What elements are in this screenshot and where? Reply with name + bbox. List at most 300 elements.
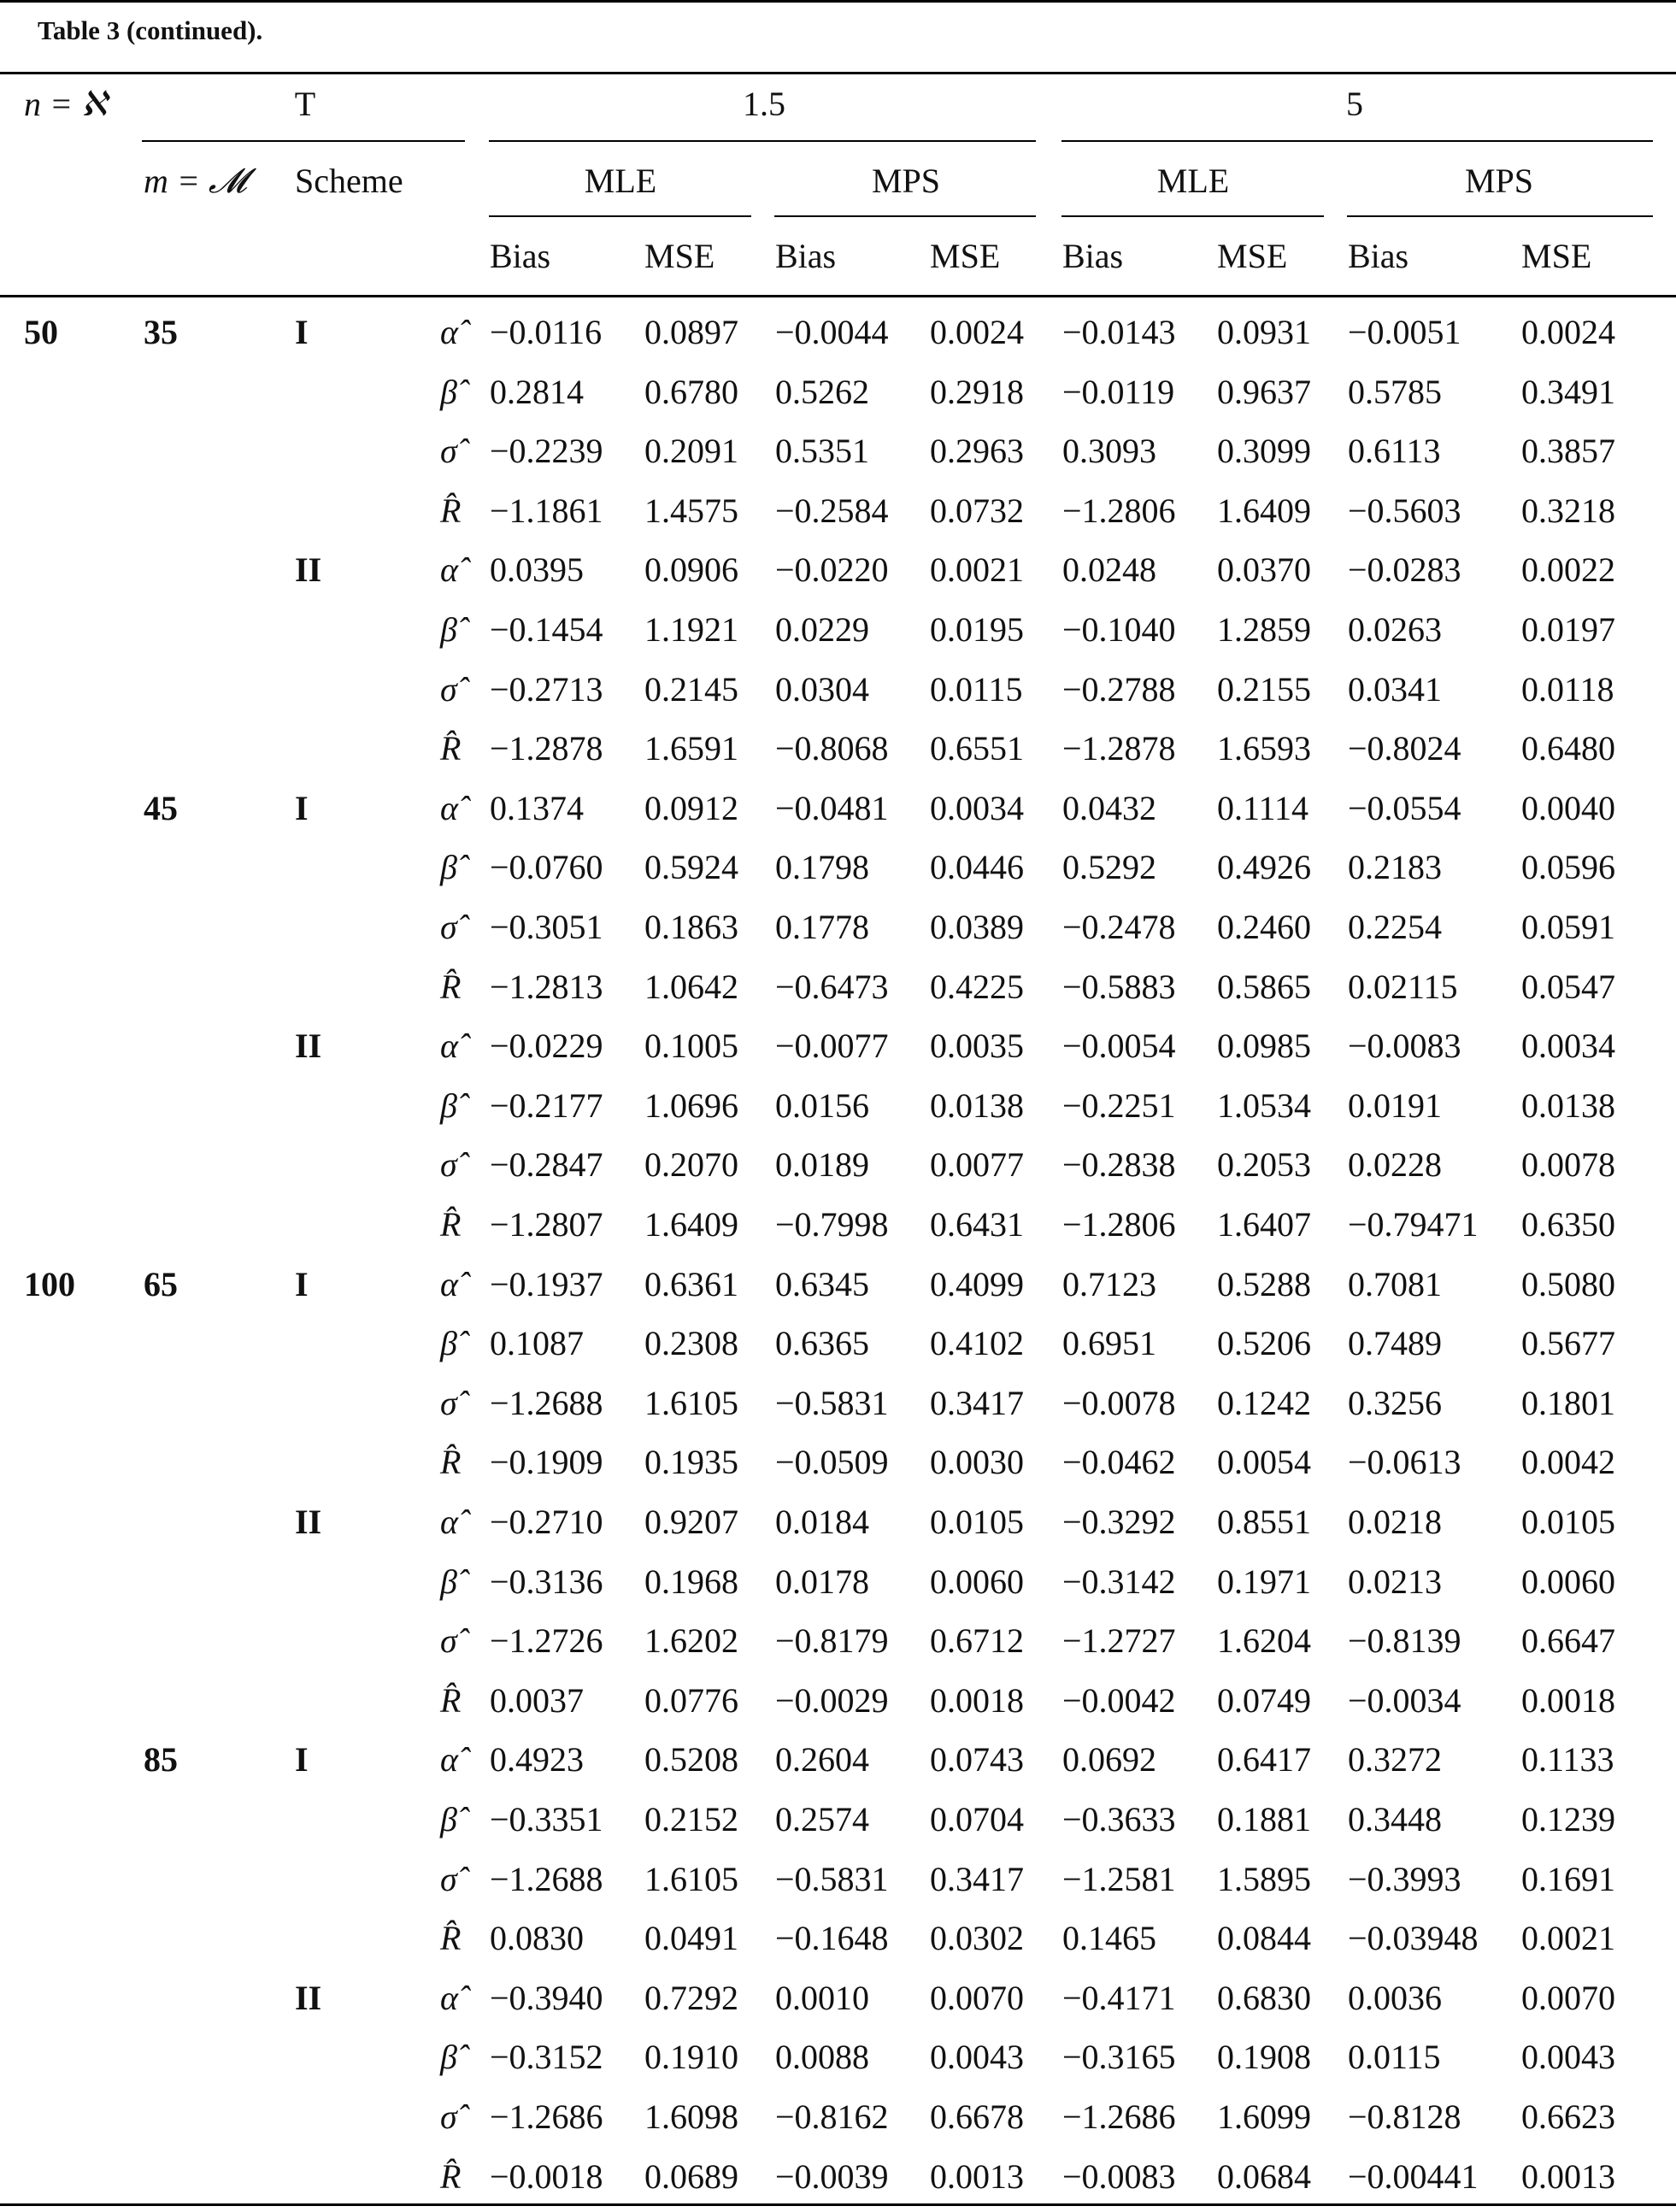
table-cell: 0.0985 bbox=[1217, 1027, 1311, 1066]
table-cell: 0.0021 bbox=[930, 550, 1024, 590]
table-cell: 0.0035 bbox=[930, 1027, 1024, 1066]
table-cell: 0.3093 bbox=[1062, 432, 1156, 471]
table-cell: −0.3993 bbox=[1348, 1859, 1461, 1898]
table-cell: 0.0218 bbox=[1348, 1503, 1442, 1541]
table-cell: 0.0013 bbox=[1521, 2156, 1615, 2196]
parameter-symbol: σ̂ bbox=[440, 2097, 457, 2136]
table-cell: 0.0034 bbox=[1521, 1027, 1615, 1066]
table-cell: 0.1935 bbox=[644, 1443, 738, 1482]
table-cell: 0.0042 bbox=[1521, 1443, 1615, 1482]
table-cell: 0.0912 bbox=[644, 788, 738, 827]
parameter-symbol: R̂ bbox=[440, 1680, 462, 1720]
table-cell: 0.0024 bbox=[1521, 313, 1615, 351]
method-1-underline bbox=[489, 215, 751, 217]
table-cell: 0.0195 bbox=[930, 610, 1024, 649]
table-cell: 0.7081 bbox=[1348, 1264, 1442, 1303]
table-cell: 1.2859 bbox=[1217, 610, 1311, 649]
table-cell: −0.5831 bbox=[775, 1859, 889, 1898]
table-cell: 0.0105 bbox=[1521, 1503, 1615, 1541]
table-cell: 0.0844 bbox=[1217, 1919, 1311, 1958]
t-value-2-underline bbox=[1061, 140, 1653, 142]
table-cell: 0.6350 bbox=[1521, 1205, 1615, 1244]
table-cell: −0.8139 bbox=[1348, 1621, 1461, 1661]
table-cell: 0.0043 bbox=[1521, 2038, 1615, 2077]
table-cell: 0.3256 bbox=[1348, 1383, 1442, 1422]
table-cell: 0.6830 bbox=[1217, 1978, 1311, 2017]
table-cell: 0.6678 bbox=[930, 2097, 1024, 2136]
table-cell: −0.3051 bbox=[490, 908, 603, 946]
table-cell: 0.7489 bbox=[1348, 1324, 1442, 1363]
table-cell: 0.4099 bbox=[930, 1264, 1024, 1303]
table-cell: 0.0743 bbox=[930, 1740, 1024, 1780]
table-cell: 0.0689 bbox=[644, 2156, 738, 2196]
table-cell: −0.5883 bbox=[1062, 967, 1176, 1006]
parameter-symbol: β̂ bbox=[440, 2038, 457, 2077]
table-cell: −0.0083 bbox=[1062, 2156, 1176, 2196]
table-cell: 0.0830 bbox=[490, 1919, 584, 1958]
scheme-value: I bbox=[295, 788, 309, 827]
scheme-header: Scheme bbox=[295, 162, 403, 200]
parameter-symbol: R̂ bbox=[440, 1443, 462, 1482]
table-cell: 0.0704 bbox=[930, 1800, 1024, 1838]
parameter-symbol: R̂ bbox=[440, 729, 462, 768]
scheme-value: I bbox=[295, 1264, 309, 1303]
table-cell: 0.0037 bbox=[490, 1680, 584, 1720]
parameter-symbol: α̂ bbox=[440, 313, 458, 351]
table-cell: 0.4225 bbox=[930, 967, 1024, 1006]
table-cell: 1.6105 bbox=[644, 1859, 738, 1898]
table-cell: −0.0018 bbox=[490, 2156, 603, 2196]
table-cell: 0.2183 bbox=[1348, 848, 1442, 887]
parameter-symbol: σ̂ bbox=[440, 669, 457, 709]
table-cell: −0.3940 bbox=[490, 1978, 603, 2017]
table-cell: 0.1133 bbox=[1521, 1740, 1614, 1780]
scheme-value: I bbox=[295, 1740, 309, 1780]
table-cell: −0.0613 bbox=[1348, 1443, 1461, 1482]
table-cell: 0.4102 bbox=[930, 1324, 1024, 1363]
stat-2: MSE bbox=[644, 237, 715, 275]
table-cell: 0.0197 bbox=[1521, 610, 1615, 649]
stat-1: Bias bbox=[490, 237, 551, 275]
table-cell: −1.2878 bbox=[1062, 729, 1176, 768]
table-cell: 0.0931 bbox=[1217, 313, 1311, 351]
table-cell: 0.0263 bbox=[1348, 610, 1442, 649]
parameter-symbol: α̂ bbox=[440, 1264, 458, 1303]
m-header: m = 𝓜 bbox=[144, 162, 247, 200]
table-cell: 0.0178 bbox=[775, 1562, 869, 1601]
table-cell: 0.0906 bbox=[644, 550, 738, 590]
table-cell: 1.6407 bbox=[1217, 1205, 1311, 1244]
table-cell: −1.2807 bbox=[490, 1205, 603, 1244]
table-cell: 0.0432 bbox=[1062, 788, 1156, 827]
table-cell: 0.1908 bbox=[1217, 2038, 1311, 2077]
table-cell: 0.8551 bbox=[1217, 1503, 1311, 1541]
method-3: MLE bbox=[1156, 162, 1230, 200]
n-header: n = ℵ bbox=[24, 85, 107, 123]
parameter-symbol: α̂ bbox=[440, 1503, 458, 1541]
table-cell: 0.6431 bbox=[930, 1205, 1024, 1244]
header-rule bbox=[0, 295, 1676, 297]
table-cell: −0.00441 bbox=[1348, 2156, 1479, 2196]
table-cell: 0.0115 bbox=[1348, 2038, 1441, 2077]
parameter-symbol: σ̂ bbox=[440, 1145, 457, 1185]
table-cell: 0.6647 bbox=[1521, 1621, 1615, 1661]
table-cell: 0.0547 bbox=[1521, 967, 1615, 1006]
table-cell: 0.1239 bbox=[1521, 1800, 1615, 1838]
table-cell: 0.1801 bbox=[1521, 1383, 1615, 1422]
table-cell: 0.3218 bbox=[1521, 491, 1615, 530]
table-cell: 0.6551 bbox=[930, 729, 1024, 768]
table-cell: 0.0115 bbox=[930, 669, 1023, 709]
table-cell: 1.0534 bbox=[1217, 1085, 1311, 1125]
parameter-symbol: α̂ bbox=[440, 1027, 458, 1066]
table-cell: 0.3417 bbox=[930, 1859, 1024, 1898]
parameter-symbol: R̂ bbox=[440, 1205, 462, 1244]
table-cell: 0.7292 bbox=[644, 1978, 738, 2017]
table-cell: 0.1374 bbox=[490, 788, 584, 827]
table-cell: −0.2239 bbox=[490, 432, 603, 471]
table-cell: −0.0220 bbox=[775, 550, 889, 590]
table-cell: −1.2688 bbox=[490, 1859, 603, 1898]
table-cell: 0.1881 bbox=[1217, 1800, 1311, 1838]
parameter-symbol: β̂ bbox=[440, 372, 457, 411]
table-cell: −0.0051 bbox=[1348, 313, 1461, 351]
table-cell: −0.2713 bbox=[490, 669, 603, 709]
parameter-symbol: R̂ bbox=[440, 1919, 462, 1958]
stat-8: MSE bbox=[1521, 237, 1592, 275]
method-1: MLE bbox=[584, 162, 657, 200]
parameter-symbol: R̂ bbox=[440, 491, 462, 530]
table-cell: 0.0692 bbox=[1062, 1740, 1156, 1780]
table-cell: 0.6712 bbox=[930, 1621, 1024, 1661]
table-cell: −0.3633 bbox=[1062, 1800, 1176, 1838]
parameter-symbol: β̂ bbox=[440, 1562, 457, 1601]
scheme-value: II bbox=[295, 1027, 322, 1066]
table-cell: 0.2091 bbox=[644, 432, 738, 471]
parameter-symbol: σ̂ bbox=[440, 1859, 457, 1898]
method-2-underline bbox=[774, 215, 1036, 217]
parameter-symbol: α̂ bbox=[440, 550, 458, 590]
table-cell: −0.1648 bbox=[775, 1919, 889, 1958]
table-cell: 0.0213 bbox=[1348, 1562, 1442, 1601]
table-cell: 0.3448 bbox=[1348, 1800, 1442, 1838]
table-cell: 0.5080 bbox=[1521, 1264, 1615, 1303]
table-cell: 0.0229 bbox=[775, 610, 869, 649]
table-cell: −0.8162 bbox=[775, 2097, 889, 2136]
table-cell: 1.4575 bbox=[644, 491, 738, 530]
table-cell: −0.1937 bbox=[490, 1264, 603, 1303]
table-cell: −0.0039 bbox=[775, 2156, 889, 2196]
n-value: 100 bbox=[24, 1264, 75, 1303]
table-cell: 0.0596 bbox=[1521, 848, 1615, 887]
table-cell: 0.0013 bbox=[930, 2156, 1024, 2196]
table-cell: 0.0228 bbox=[1348, 1145, 1442, 1185]
table-cell: 0.1691 bbox=[1521, 1859, 1615, 1898]
table-cell: 0.0395 bbox=[490, 550, 584, 590]
table-cell: 0.1863 bbox=[644, 908, 738, 946]
table-cell: −0.6473 bbox=[775, 967, 889, 1006]
table-cell: 0.0040 bbox=[1521, 788, 1615, 827]
table-cell: 0.1778 bbox=[775, 908, 869, 946]
table-cell: 0.0088 bbox=[775, 2038, 869, 2077]
table-cell: 0.5292 bbox=[1062, 848, 1156, 887]
table-cell: 0.0010 bbox=[775, 1978, 869, 2017]
table-cell: 0.2814 bbox=[490, 372, 584, 411]
parameter-symbol: σ̂ bbox=[440, 1383, 457, 1422]
parameter-symbol: R̂ bbox=[440, 2156, 462, 2196]
t-value-1-underline bbox=[489, 140, 1036, 142]
table-cell: −0.4171 bbox=[1062, 1978, 1176, 2017]
table-cell: 0.5288 bbox=[1217, 1264, 1311, 1303]
table-cell: 0.0054 bbox=[1217, 1443, 1311, 1482]
table-cell: 0.1087 bbox=[490, 1324, 584, 1363]
table-cell: 0.2053 bbox=[1217, 1145, 1311, 1185]
table-cell: 0.1910 bbox=[644, 2038, 738, 2077]
table-cell: 0.0191 bbox=[1348, 1085, 1442, 1125]
stat-6: MSE bbox=[1217, 237, 1288, 275]
table-cell: 0.3272 bbox=[1348, 1740, 1442, 1780]
table-cell: −1.2806 bbox=[1062, 1205, 1176, 1244]
top-rule bbox=[0, 0, 1676, 3]
parameter-symbol: α̂ bbox=[440, 788, 458, 827]
table-cell: 0.2963 bbox=[930, 432, 1024, 471]
stat-5: Bias bbox=[1062, 237, 1124, 275]
table-cell: 0.5351 bbox=[775, 432, 869, 471]
table-cell: −0.3136 bbox=[490, 1562, 603, 1601]
table-cell: −0.79471 bbox=[1348, 1205, 1479, 1244]
table-cell: 0.0018 bbox=[1521, 1680, 1615, 1720]
table-cell: −0.2478 bbox=[1062, 908, 1176, 946]
table-cell: 1.6409 bbox=[644, 1205, 738, 1244]
table-cell: −0.0554 bbox=[1348, 788, 1461, 827]
table-cell: −1.2686 bbox=[490, 2097, 603, 2136]
table-cell: 0.6951 bbox=[1062, 1324, 1156, 1363]
bottom-rule bbox=[0, 2203, 1676, 2206]
table-cell: 0.0070 bbox=[1521, 1978, 1615, 2017]
table-cell: −0.2788 bbox=[1062, 669, 1176, 709]
table-cell: −0.3165 bbox=[1062, 2038, 1176, 2077]
table-cell: 0.6623 bbox=[1521, 2097, 1615, 2136]
table-cell: 0.0749 bbox=[1217, 1680, 1311, 1720]
table-cell: 0.6480 bbox=[1521, 729, 1615, 768]
table-cell: 0.4923 bbox=[490, 1740, 584, 1780]
parameter-symbol: β̂ bbox=[440, 1085, 457, 1125]
caption-rule bbox=[0, 72, 1676, 74]
table-cell: 0.7123 bbox=[1062, 1264, 1156, 1303]
stat-4: MSE bbox=[930, 237, 1001, 275]
table-caption: Table 3 (continued). bbox=[38, 15, 263, 45]
table-cell: 0.5206 bbox=[1217, 1324, 1311, 1363]
table-cell: 0.0491 bbox=[644, 1919, 738, 1958]
scheme-value: II bbox=[295, 1978, 322, 2017]
table-cell: −0.8128 bbox=[1348, 2097, 1461, 2136]
table-cell: 0.0118 bbox=[1521, 669, 1614, 709]
table-cell: 1.5895 bbox=[1217, 1859, 1311, 1898]
table-cell: −0.5603 bbox=[1348, 491, 1461, 530]
table-cell: −0.7998 bbox=[775, 1205, 889, 1244]
table-cell: −0.0044 bbox=[775, 313, 889, 351]
t-value-2: 5 bbox=[1346, 85, 1363, 123]
scheme-value: II bbox=[295, 550, 322, 590]
table-cell: 0.4926 bbox=[1217, 848, 1311, 887]
table-cell: 0.0341 bbox=[1348, 669, 1442, 709]
table-cell: 0.6365 bbox=[775, 1324, 869, 1363]
table-cell: 0.0070 bbox=[930, 1978, 1024, 2017]
table-cell: 0.2254 bbox=[1348, 908, 1442, 946]
table-cell: 0.0021 bbox=[1521, 1919, 1615, 1958]
table-cell: −0.5831 bbox=[775, 1383, 889, 1422]
table-cell: 0.0776 bbox=[644, 1680, 738, 1720]
m-value: 35 bbox=[144, 313, 178, 351]
table-cell: 0.2918 bbox=[930, 372, 1024, 411]
table-cell: 0.6113 bbox=[1348, 432, 1441, 471]
table-cell: 0.3417 bbox=[930, 1383, 1024, 1422]
m-value: 45 bbox=[144, 788, 178, 827]
table-cell: 0.0732 bbox=[930, 491, 1024, 530]
table-cell: 0.0591 bbox=[1521, 908, 1615, 946]
table-cell: −0.0143 bbox=[1062, 313, 1176, 351]
stat-7: Bias bbox=[1348, 237, 1409, 275]
table-cell: −0.3152 bbox=[490, 2038, 603, 2077]
table-cell: −0.0283 bbox=[1348, 550, 1461, 590]
scheme-value: I bbox=[295, 313, 309, 351]
table-cell: −0.0077 bbox=[775, 1027, 889, 1066]
table-cell: 0.2574 bbox=[775, 1800, 869, 1838]
table-cell: 1.6202 bbox=[644, 1621, 738, 1661]
table-cell: 0.0060 bbox=[930, 1562, 1024, 1601]
table-cell: −0.2838 bbox=[1062, 1145, 1176, 1185]
table-cell: −0.2177 bbox=[490, 1085, 603, 1125]
table-cell: 0.1465 bbox=[1062, 1919, 1156, 1958]
table-cell: −0.1454 bbox=[490, 610, 603, 649]
table-cell: 0.0036 bbox=[1348, 1978, 1442, 2017]
table-cell: −0.8068 bbox=[775, 729, 889, 768]
table-cell: 0.0077 bbox=[930, 1145, 1024, 1185]
table-cell: 0.0018 bbox=[930, 1680, 1024, 1720]
scheme-value: II bbox=[295, 1503, 322, 1541]
table-cell: 1.1921 bbox=[644, 610, 738, 649]
table-cell: 1.6099 bbox=[1217, 2097, 1311, 2136]
table-cell: 0.0897 bbox=[644, 313, 738, 351]
table-cell: 0.6417 bbox=[1217, 1740, 1311, 1780]
table-cell: 0.2152 bbox=[644, 1800, 738, 1838]
parameter-symbol: σ̂ bbox=[440, 432, 457, 471]
table-cell: −1.2878 bbox=[490, 729, 603, 768]
table-cell: 1.6409 bbox=[1217, 491, 1311, 530]
parameter-symbol: α̂ bbox=[440, 1978, 458, 2017]
table-cell: 0.0389 bbox=[930, 908, 1024, 946]
table-cell: 0.1971 bbox=[1217, 1562, 1311, 1601]
table-cell: −0.3351 bbox=[490, 1800, 603, 1838]
table-cell: −0.0229 bbox=[490, 1027, 603, 1066]
table-cell: 0.0078 bbox=[1521, 1145, 1615, 1185]
table-cell: −1.2726 bbox=[490, 1621, 603, 1661]
table-cell: 0.5865 bbox=[1217, 967, 1311, 1006]
table-cell: 0.3857 bbox=[1521, 432, 1615, 471]
table-cell: −0.2584 bbox=[775, 491, 889, 530]
parameter-symbol: β̂ bbox=[440, 1800, 457, 1838]
table-cell: −0.0760 bbox=[490, 848, 603, 887]
table-cell: −0.2710 bbox=[490, 1503, 603, 1541]
table-cell: −1.1861 bbox=[490, 491, 603, 530]
table-cell: 0.0302 bbox=[930, 1919, 1024, 1958]
table-cell: 0.0060 bbox=[1521, 1562, 1615, 1601]
table-cell: 0.0189 bbox=[775, 1145, 869, 1185]
table-cell: 0.0034 bbox=[930, 788, 1024, 827]
m-value: 65 bbox=[144, 1264, 178, 1303]
table-cell: 0.9207 bbox=[644, 1503, 738, 1541]
table-cell: 0.0138 bbox=[930, 1085, 1024, 1125]
table-cell: −1.2686 bbox=[1062, 2097, 1176, 2136]
method-4: MPS bbox=[1464, 162, 1534, 200]
table-cell: −1.2688 bbox=[490, 1383, 603, 1422]
table-cell: 0.3099 bbox=[1217, 432, 1311, 471]
table-cell: 0.0138 bbox=[1521, 1085, 1615, 1125]
table-cell: 0.2155 bbox=[1217, 669, 1311, 709]
table-cell: 1.6098 bbox=[644, 2097, 738, 2136]
table-cell: 0.2604 bbox=[775, 1740, 869, 1780]
table-cell: 1.0642 bbox=[644, 967, 738, 1006]
table-cell: 0.6345 bbox=[775, 1264, 869, 1303]
table-cell: 0.0024 bbox=[930, 313, 1024, 351]
table-cell: 1.6204 bbox=[1217, 1621, 1311, 1661]
table-cell: 0.5785 bbox=[1348, 372, 1442, 411]
table-cell: −0.8179 bbox=[775, 1621, 889, 1661]
table-cell: 0.0370 bbox=[1217, 550, 1311, 590]
table-cell: 0.0184 bbox=[775, 1503, 869, 1541]
table-cell: 0.0043 bbox=[930, 2038, 1024, 2077]
parameter-symbol: β̂ bbox=[440, 1324, 457, 1363]
table-cell: −1.2581 bbox=[1062, 1859, 1176, 1898]
table-cell: 0.1242 bbox=[1217, 1383, 1311, 1422]
table-cell: −0.03948 bbox=[1348, 1919, 1479, 1958]
method-4-underline bbox=[1347, 215, 1653, 217]
table-cell: −0.1040 bbox=[1062, 610, 1176, 649]
table-cell: −0.1909 bbox=[490, 1443, 603, 1482]
table-cell: −0.3142 bbox=[1062, 1562, 1176, 1601]
table-cell: 0.5677 bbox=[1521, 1324, 1615, 1363]
table-cell: 0.1968 bbox=[644, 1562, 738, 1601]
table-cell: −1.2806 bbox=[1062, 491, 1176, 530]
table-cell: 0.2308 bbox=[644, 1324, 738, 1363]
table-cell: 0.0304 bbox=[775, 669, 869, 709]
table-cell: −0.0509 bbox=[775, 1443, 889, 1482]
table-cell: −0.0078 bbox=[1062, 1383, 1176, 1422]
table-cell: −1.2813 bbox=[490, 967, 603, 1006]
table-cell: 0.0446 bbox=[930, 848, 1024, 887]
table-cell: −1.2727 bbox=[1062, 1621, 1176, 1661]
table-cell: −0.0034 bbox=[1348, 1680, 1461, 1720]
table-cell: 0.9637 bbox=[1217, 372, 1311, 411]
table-cell: −0.0029 bbox=[775, 1680, 889, 1720]
table-cell: 0.1114 bbox=[1217, 788, 1309, 827]
table-cell: 0.2070 bbox=[644, 1145, 738, 1185]
table-cell: 1.6105 bbox=[644, 1383, 738, 1422]
m-value: 85 bbox=[144, 1740, 178, 1780]
table-cell: 0.6780 bbox=[644, 372, 738, 411]
table-cell: 1.0696 bbox=[644, 1085, 738, 1125]
table-cell: −0.0119 bbox=[1062, 372, 1175, 411]
table-cell: 0.1005 bbox=[644, 1027, 738, 1066]
method-3-underline bbox=[1061, 215, 1324, 217]
parameter-symbol: β̂ bbox=[440, 848, 457, 887]
parameter-symbol: σ̂ bbox=[440, 1621, 457, 1661]
table-cell: −0.2251 bbox=[1062, 1085, 1176, 1125]
table-cell: 0.1798 bbox=[775, 848, 869, 887]
table-cell: −0.8024 bbox=[1348, 729, 1461, 768]
table-cell: 0.2460 bbox=[1217, 908, 1311, 946]
t-underline bbox=[142, 140, 465, 142]
